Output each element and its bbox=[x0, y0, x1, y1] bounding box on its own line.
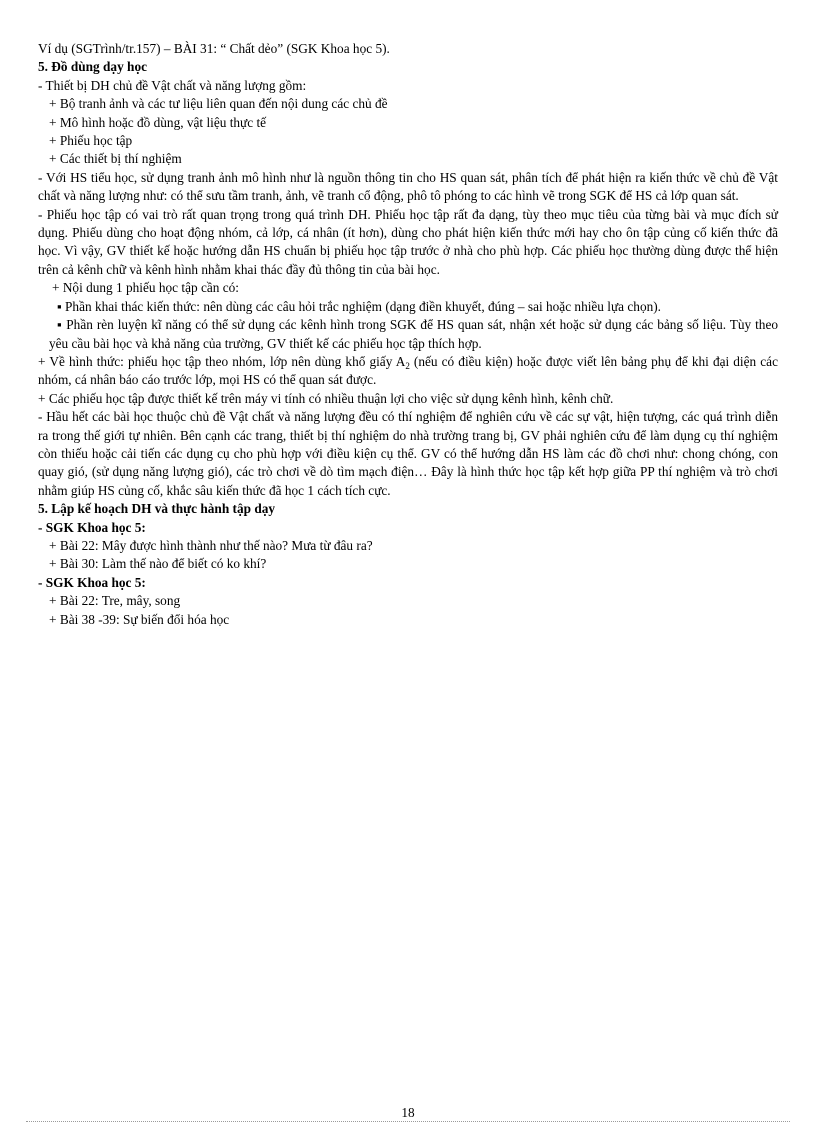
example-line: Ví dụ (SGTrình/tr.157) – BÀI 31: “ Chất dẻo” (SGK Khoa học 5). bbox=[38, 41, 390, 56]
subscript: 2 bbox=[405, 360, 410, 371]
list-item: + Các thiết bị thí nghiệm bbox=[49, 151, 182, 167]
bullet-item: ▪ Phần khai thác kiến thức: nên dùng các câu hỏi trắc nghiệm (dạng điền khuyết, đúng – sai hoặc nhiều lựa chọn). bbox=[57, 298, 662, 314]
list-item: + Bài 22: Tre, mây, song bbox=[49, 593, 181, 609]
text-line: - Thiết bị DH chủ đề Vật chất và năng lượng gồm: bbox=[38, 77, 307, 93]
document-body bbox=[38, 40, 778, 629]
list-item: + Phiếu học tập bbox=[49, 133, 133, 149]
paragraph: + Các phiếu học tập được thiết kế trên máy vi tính có nhiều thuận lợi cho việc sử dụng kênh hình, kênh chữ. bbox=[38, 390, 614, 406]
page-number: 18 bbox=[401, 1105, 415, 1120]
list-item: + Nội dung 1 phiếu học tập cần có: bbox=[52, 280, 239, 296]
paragraph: - Phiếu học tập có vai trò rất quan trọng trong quá trình DH. Phiếu học tập rất đa dạng, tùy theo mục tiêu của từng bài và mục đích sử dụng. Phiếu dùng cho hoạt động nhóm, cả lớp, cá nhân (ít hơn), dùng cho phát hiện kiến thức mới hay cho ôn tập củng cố kiến thức đã học. Vì vậy, GV thiết kế hoặc hướng dẫn HS chuẩn bị phiếu học tập trước ở nhà cho phù hợp. Các phiếu học thường dùng được thể hiện trên cả kênh chữ và kênh hình nhằm khai thác đầy đủ thông tin của bài học. bbox=[38, 206, 778, 277]
paragraph bbox=[38, 353, 778, 390]
subheading-textbook: - SGK Khoa học 5: bbox=[38, 519, 146, 535]
list-item: + Bài 22: Mây được hình thành như thế nào? Mưa từ đâu ra? bbox=[49, 537, 373, 553]
bullet-item: ▪ Phần rèn luyện kĩ năng có thể sử dụng các kênh hình trong SGK để HS quan sát, nhận xét hoặc sử dụng các bảng số liệu. Tùy theo yêu cầu bài học và khả năng của trường, GV thiết kế các phiếu học tập thích hợp. bbox=[49, 317, 778, 351]
text-segment: (nếu có điều kiện) hoặc được viết lên bảng phụ để khi đại diện các nhóm, cá nhân báo cáo trước lớp, mọi HS có thể quan sát được. bbox=[38, 353, 778, 388]
section-heading-equipment: 5. Đồ dùng dạy học bbox=[38, 59, 147, 75]
section-heading-planning: 5. Lập kế hoạch DH và thực hành tập dạy bbox=[38, 501, 276, 517]
list-item: + Bài 38 -39: Sự biến đổi hóa học bbox=[49, 611, 230, 627]
list-item: + Bộ tranh ảnh và các tư liệu liên quan đến nội dung các chủ đề bbox=[49, 96, 388, 112]
list-item: + Mô hình hoặc đồ dùng, vật liệu thực tế bbox=[49, 114, 267, 130]
list-item: + Bài 30: Làm thế nào để biết có ko khí? bbox=[49, 556, 267, 572]
paragraph: - Với HS tiểu học, sử dụng tranh ảnh mô hình như là nguồn thông tin cho HS quan sát, phân tích để phát hiện ra kiến thức về chủ đề Vật chất và năng lượng như: có thể sưu tầm tranh, ảnh, vẽ tranh cổ động, phô tô phóng to các hình vẽ trong SGK để HS cả lớp quan sát. bbox=[38, 169, 778, 204]
paragraph: - Hầu hết các bài học thuộc chủ đề Vật chất và năng lượng đều có thí nghiệm để nghiên cứu về các sự vật, hiện tượng, các quá trình diễn ra trong thế giới tự nhiên. Bên cạnh các trang, thiết bị thí nghiệm do nhà trường trang bị, GV phải nghiên cứu để làm dụng cụ thí nghiệm còn thiếu hoặc cải tiến các dụng cụ cho phù hợp với điều kiện cụ thể. GV có thể hướng dẫn HS làm các đồ chơi như: chong chóng, con quay gió, (sử dụng năng lượng gió), các trò chơi về dò tìm mạch điện… Đây là hình thức học tập kết hợp giữa PP thí nghiệm và trò chơi nhằm giúp HS củng cố, khắc sâu kiến thức đã học 1 cách tích cực. bbox=[38, 409, 778, 498]
footer-divider bbox=[26, 1121, 790, 1122]
text-segment: + Về hình thức: phiếu học tập theo nhóm, lớp nên dùng khổ giấy A bbox=[38, 353, 406, 369]
subheading-textbook: - SGK Khoa học 5: bbox=[38, 574, 146, 590]
